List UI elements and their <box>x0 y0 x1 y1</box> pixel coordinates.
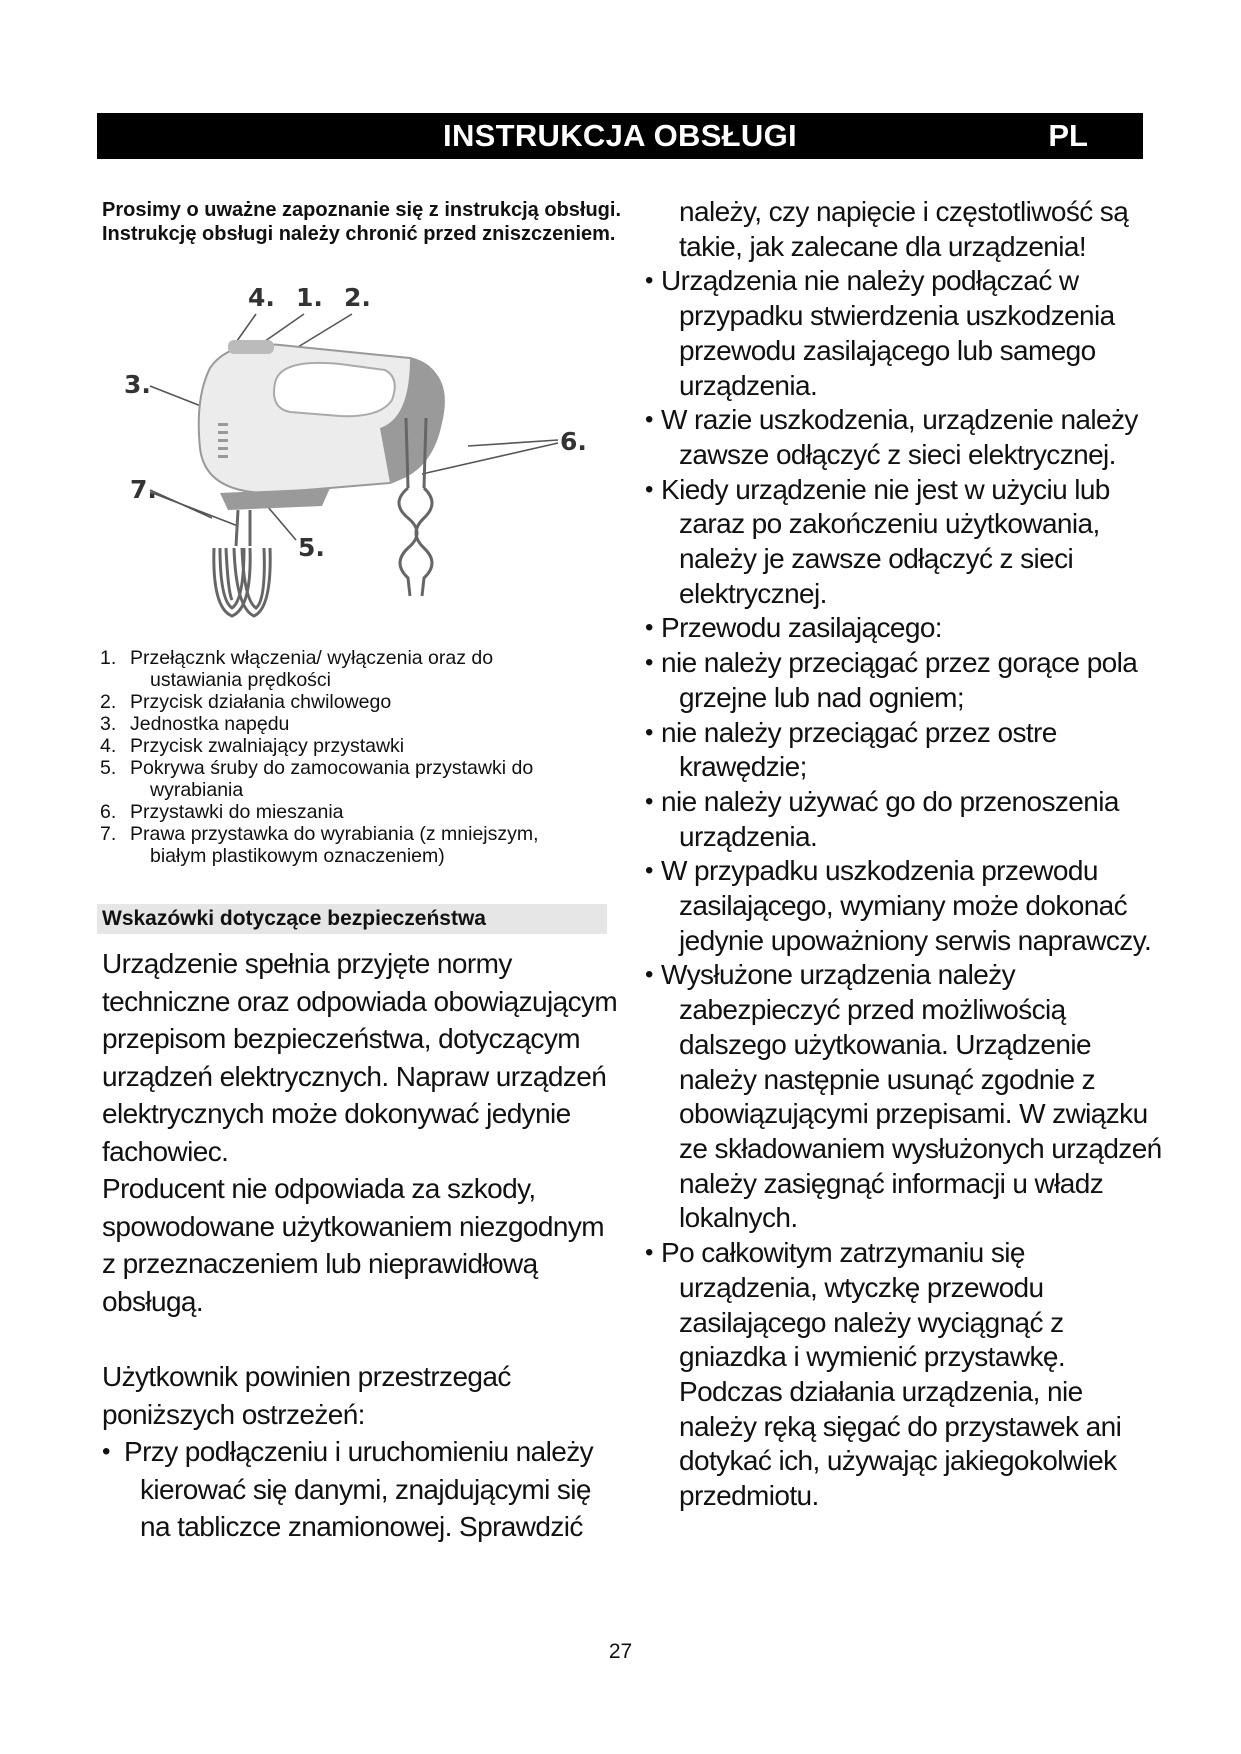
parts-list-item: 6. Przystawki do mieszania <box>100 801 344 823</box>
bullet-item: • W razie uszkodzenia, urządzenie należy zawsze odłączyć z sieci elektrycznej. <box>645 403 1165 472</box>
bullet-item: • Urządzenia nie należy podłączać w przypadku stwierdzenia uszkodzenia przewodu zasilającego lub samego urządzenia. <box>645 264 1165 403</box>
callout-3: 3. <box>124 370 151 399</box>
callout-2: 2. <box>344 283 371 312</box>
parts-list-item: 5. Pokrywa śruby do zamocowania przystawki do wyrabiania <box>100 757 534 801</box>
parts-list-item: 1. Przełącznk włączenia/ wyłączenia oraz do ustawiania prędkości <box>100 647 494 691</box>
bullet-item: • Wysłużone urządzenia należy zabezpieczyć przed możliwością dalszego użytkowania. Urządzenie należy następnie usunąć zgodnie z obowiązującymi przepisami. W związku ze składowaniem wysłużonych urządzeń należy zasięgnąć informacji u władz lokalnych. <box>645 958 1165 1236</box>
bullet-item: • Przewodu zasilającego: <box>645 611 1165 646</box>
right-body-text <box>645 195 1165 1514</box>
paragraph: Urządzenie spełnia przyjęte normy techniczne oraz odpowiada obowiązującym przepisom bezpieczeństwa, dotyczącym urządzeń elektrycznych. Napraw urządzeń elektrycznych może dokonywać jedynie fachowiec. <box>102 948 618 1167</box>
page-title: INSTRUKCJA OBSŁUGI <box>443 118 797 153</box>
intro-text: Prosimy o uważne zapoznanie się z instrukcją obsługi. Instrukcję obsługi należy chronić przed zniszczeniem. <box>102 199 622 245</box>
callout-5: 5. <box>298 533 325 562</box>
page-number: 27 <box>608 1640 633 1663</box>
callout-1: 1. <box>296 283 323 312</box>
parts-list-item: 2. Przycisk działania chwilowego <box>100 691 392 713</box>
language-code: PL <box>1048 118 1088 153</box>
bullet-list <box>102 1433 622 1546</box>
callout-7: 7. <box>130 475 157 504</box>
bullet-item: • Przy podłączeniu i uruchomieniu należy kierować się danymi, znajdującymi się na tabliczce znamionowej. Sprawdzić <box>102 1433 622 1546</box>
bullet-item: • Po całkowitym zatrzymaniu się urządzenia, wtyczkę przewodu zasilającego należy wyciągnąć z gniazdka i wymienić przystawkę. Podczas działania urządzenia, nie należy ręką sięgać do przystawek ani dotykać ich, używając jakiegokolwiek przedmiotu. <box>645 1236 1165 1514</box>
parts-list-item: 4. Przycisk zwalniający przystawki <box>100 735 405 757</box>
page-header <box>97 113 1143 159</box>
bullet-item: • nie należy przeciągać przez ostre krawędzie; <box>645 716 1165 785</box>
continuation-text: należy, czy napięcie i częstotliwość są takie, jak zalecane dla urządzenia! <box>679 196 1129 262</box>
mixer-beaters <box>214 510 270 616</box>
callout-6: 6. <box>560 427 587 456</box>
bullet-list <box>645 264 1165 1513</box>
paragraph: Użytkownik powinien przestrzegać poniższych ostrzeżeń: <box>102 1361 511 1430</box>
bullet-item: • Kiedy urządzenie nie jest w użyciu lub zaraz po zakończeniu użytkowania, należy je zawsze odłączyć z sieci elektrycznej. <box>645 473 1165 612</box>
paragraph: Producent nie odpowiada za szkody, spowodowane użytkowaniem niezgodnym z przeznaczeniem lub nieprawidłową obsługą. <box>102 1173 604 1317</box>
bullet-item: • nie należy przeciągać przez gorące pola grzejne lub nad ogniem; <box>645 646 1165 715</box>
bullet-item: • nie należy używać go do przenoszenia urządzenia. <box>645 785 1165 854</box>
parts-list <box>100 647 620 867</box>
parts-list-item: 3. Jednostka napędu <box>100 713 290 735</box>
hand-mixer-diagram <box>110 278 630 638</box>
callout-4: 4. <box>248 283 275 312</box>
bullet-item: • W przypadku uszkodzenia przewodu zasilającego, wymiany może dokonać jedynie upoważniony serwis naprawczy. <box>645 854 1165 958</box>
safety-section-heading: Wskazówki dotyczące bezpieczeństwa <box>97 904 607 934</box>
left-body-text <box>102 945 622 1546</box>
parts-list-item: 7. Prawa przystawka do wyrabiania (z mniejszym, białym plastikowym oznaczeniem) <box>100 823 539 867</box>
